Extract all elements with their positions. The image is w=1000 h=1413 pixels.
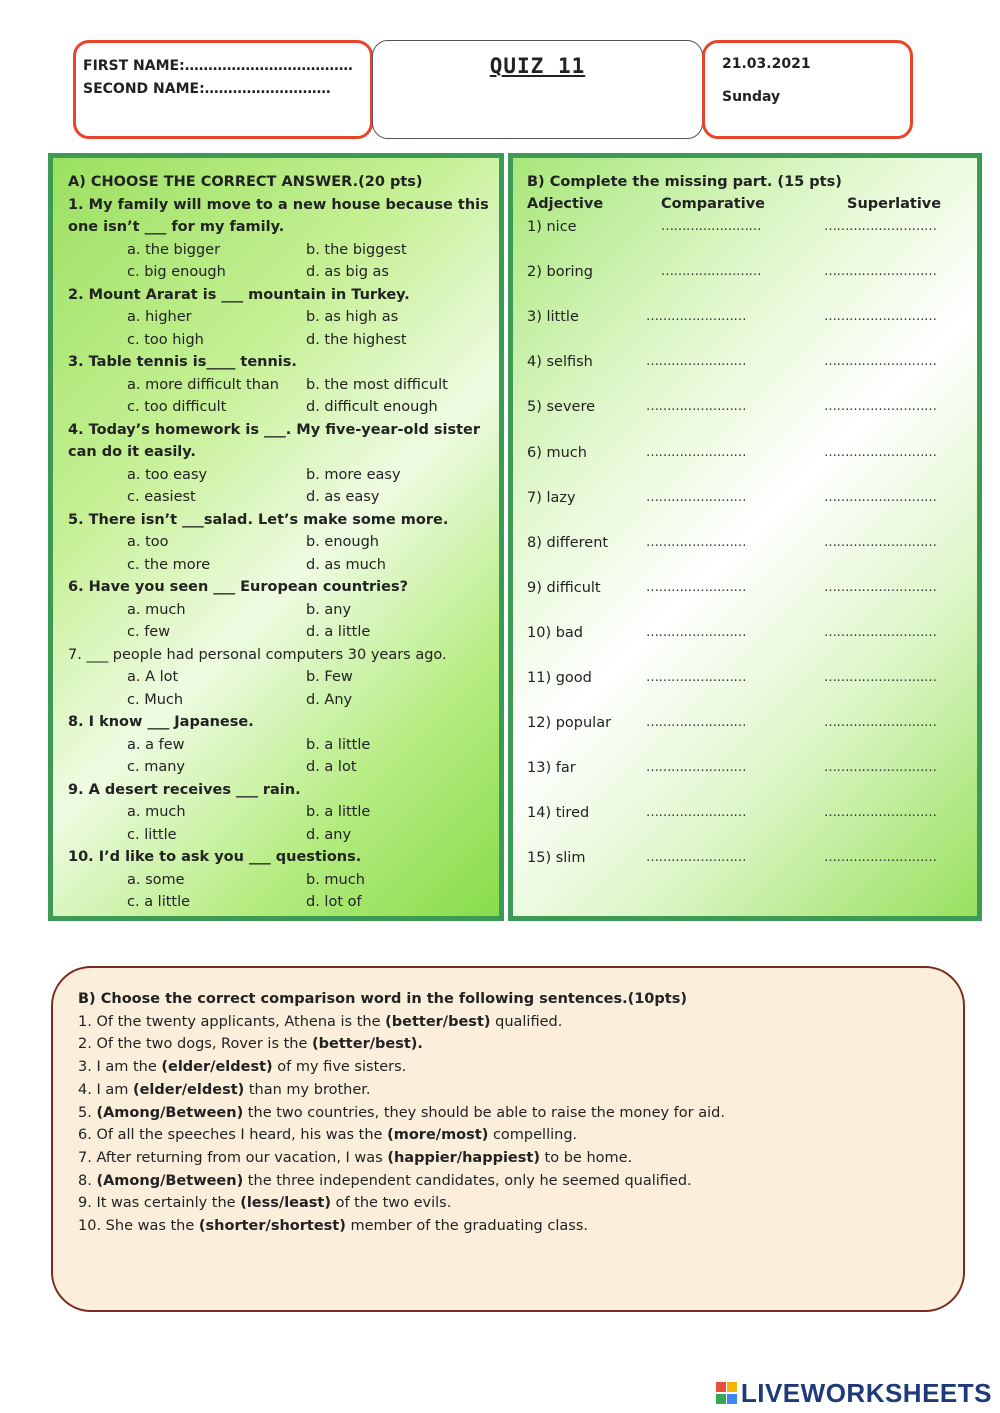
- sentence-text-before: 4. I am: [78, 1081, 133, 1098]
- question-text: 5. There isn’t ___salad. Let’s make some more.: [68, 511, 449, 528]
- sentence-text-after: of the two evils.: [330, 1195, 452, 1212]
- answer-option[interactable]: a. much: [127, 601, 186, 618]
- answer-option[interactable]: b. a little: [306, 736, 371, 753]
- answer-option[interactable]: d. as much: [306, 556, 386, 573]
- sentence-item: [78, 1011, 963, 1034]
- answer-option[interactable]: d. the highest: [306, 331, 407, 348]
- logo-square: [727, 1394, 737, 1404]
- comparative-blank[interactable]: ……………………: [646, 579, 746, 595]
- sentence-item: [78, 1056, 963, 1079]
- sentence-text-before: 9. It was certainly the: [78, 1195, 241, 1212]
- question-text: 8. I know ___ Japanese.: [68, 714, 254, 730]
- section-c-heading: B) Choose the correct comparison word in the following sentences.(10pts): [78, 991, 687, 1007]
- adjective-item: 11) good: [527, 670, 592, 686]
- adjective-item: 5) severe: [527, 399, 596, 416]
- sentence-text-before: 8.: [78, 1172, 97, 1189]
- comparative-blank[interactable]: ……………………: [646, 489, 746, 505]
- superlative-blank[interactable]: ………………………: [824, 850, 937, 866]
- question-text: 2. Mount Ararat is ___ mountain in Turkey.: [68, 286, 410, 303]
- superlative-blank[interactable]: ………………………: [824, 219, 937, 234]
- sentence-text-before: 5.: [78, 1104, 97, 1121]
- sentence-text-after: the two countries, they should be able to raise the money for aid.: [243, 1104, 725, 1121]
- answer-option[interactable]: b. enough: [306, 534, 379, 550]
- superlative-blank[interactable]: ………………………: [824, 309, 937, 325]
- sentence-text-before: 6. Of all the speeches I heard, his was the: [78, 1127, 388, 1144]
- comparative-blank[interactable]: ……………………: [661, 264, 761, 280]
- answer-option[interactable]: a. the bigger: [127, 241, 221, 258]
- answer-option[interactable]: d. a lot: [306, 759, 357, 775]
- answer-option[interactable]: c. the more: [127, 556, 211, 573]
- adjective-item: 7) lazy: [527, 489, 576, 506]
- section-c-sentence-list: [78, 1011, 963, 1238]
- quiz-day: Sunday: [722, 89, 781, 105]
- answer-option[interactable]: c. many: [127, 759, 185, 775]
- sentence-item: [78, 1192, 963, 1215]
- section-a-multiple-choice: [48, 153, 504, 921]
- answer-option[interactable]: a. higher: [127, 309, 192, 325]
- comparative-blank[interactable]: ……………………: [646, 670, 746, 685]
- sentence-text-before: 2. Of the two dogs, Rover is the: [78, 1036, 313, 1053]
- answer-option[interactable]: c. a little: [127, 894, 191, 910]
- superlative-blank[interactable]: ………………………: [824, 264, 937, 280]
- choice-options[interactable]: (more/most): [387, 1127, 489, 1144]
- quiz-date: 21.03.2021: [722, 56, 811, 72]
- superlative-blank[interactable]: ………………………: [824, 624, 937, 640]
- sentence-item: [78, 1170, 963, 1193]
- adjective-item: 1) nice: [527, 219, 577, 235]
- adjective-item: 12) popular: [527, 715, 612, 732]
- sentence-text-before: 7. After returning from our vacation, I was: [78, 1149, 388, 1166]
- answer-option[interactable]: b. the most difficult: [306, 376, 448, 393]
- choice-options[interactable]: (Among/Between): [96, 1104, 244, 1121]
- choice-options[interactable]: (better/best).: [312, 1036, 423, 1053]
- answer-option[interactable]: b. Few: [306, 669, 353, 685]
- adjective-item: 2) boring: [527, 264, 593, 281]
- answer-option[interactable]: c. easiest: [127, 489, 196, 505]
- column-comparative: Comparative: [661, 196, 765, 212]
- sentence-text-after: to be home.: [539, 1149, 633, 1166]
- answer-option[interactable]: a. a few: [127, 736, 185, 753]
- comparative-blank[interactable]: ……………………: [646, 715, 746, 731]
- title-box: [372, 40, 703, 139]
- answer-option[interactable]: b. more easy: [306, 466, 401, 483]
- answer-option[interactable]: c. Much: [127, 691, 184, 708]
- answer-option[interactable]: d. any: [306, 826, 352, 843]
- sentence-text-before: 1. Of the twenty applicants, Athena is the: [78, 1013, 386, 1030]
- question-text: 3. Table tennis is____ tennis.: [68, 354, 297, 370]
- question-text: can do it easily.: [68, 444, 196, 460]
- choice-options[interactable]: (elder/eldest): [132, 1081, 245, 1098]
- choice-options[interactable]: (less/least): [240, 1195, 331, 1212]
- second-name-field[interactable]: SECOND NAME:………………………: [83, 81, 331, 97]
- question-text: 9. A desert receives ___ rain.: [68, 781, 301, 798]
- answer-option[interactable]: b. a little: [306, 804, 371, 820]
- question-text: 7. ___ people had personal computers 30 years ago.: [68, 646, 447, 663]
- comparative-blank[interactable]: ……………………: [646, 354, 746, 370]
- sentence-item: [78, 1147, 963, 1170]
- answer-option[interactable]: d. Any: [306, 691, 353, 708]
- question-text: 10. I’d like to ask you ___ questions.: [68, 849, 362, 865]
- sentence-item: [78, 1079, 963, 1102]
- superlative-blank[interactable]: ………………………: [824, 354, 937, 370]
- superlative-blank[interactable]: ………………………: [824, 534, 937, 550]
- brand-text: LIVEWORKSHEETS: [740, 1377, 992, 1408]
- choice-options[interactable]: (better/best): [385, 1013, 491, 1030]
- column-adjective: Adjective: [527, 196, 604, 212]
- answer-option[interactable]: a. too easy: [127, 466, 208, 483]
- adjective-item: 3) little: [527, 309, 579, 326]
- answer-option[interactable]: c. few: [127, 624, 171, 640]
- comparative-blank[interactable]: ……………………: [646, 534, 746, 550]
- sentence-text-after: compelling.: [488, 1127, 578, 1144]
- answer-option[interactable]: c. little: [127, 826, 177, 843]
- sentence-text-after: than my brother.: [244, 1081, 371, 1098]
- answer-option[interactable]: a. more difficult than: [127, 376, 279, 393]
- logo-square: [716, 1382, 726, 1392]
- superlative-blank[interactable]: ………………………: [824, 399, 937, 415]
- adjective-item: 15) slim: [527, 850, 586, 867]
- superlative-blank[interactable]: ………………………: [824, 489, 937, 505]
- choice-options[interactable]: (happier/happiest): [387, 1149, 540, 1166]
- choice-options[interactable]: (elder/eldest): [161, 1059, 273, 1076]
- answer-option[interactable]: c. too difficult: [127, 399, 227, 415]
- question-text: one isn’t ___ for my family.: [68, 219, 285, 235]
- answer-option[interactable]: d. a little: [306, 624, 371, 640]
- liveworksheets-logo-icon: [716, 1382, 738, 1404]
- column-superlative: Superlative: [847, 196, 942, 212]
- quiz-title: QUIZ 11: [489, 54, 586, 78]
- sentence-text-after: of my five sisters.: [272, 1059, 407, 1076]
- choice-options[interactable]: (Among/Between): [96, 1172, 244, 1189]
- sentence-item: [78, 1102, 963, 1125]
- logo-square: [727, 1382, 737, 1392]
- adjective-item: 14) tired: [527, 805, 590, 822]
- sentence-text-before: 3. I am the: [78, 1059, 162, 1076]
- superlative-blank[interactable]: ………………………: [824, 805, 937, 821]
- date-box: [702, 40, 913, 139]
- adjective-item: 10) bad: [527, 624, 584, 641]
- answer-option[interactable]: a. A lot: [127, 669, 179, 685]
- sentence-item: [78, 1215, 963, 1238]
- sentence-text-after: member of the graduating class.: [345, 1218, 588, 1235]
- answer-option[interactable]: c. big enough: [127, 264, 226, 280]
- first-name-field[interactable]: FIRST NAME:………………………………: [83, 58, 353, 74]
- question-text: 1. My family will move to a new house because this: [68, 196, 489, 213]
- answer-option[interactable]: b. much: [306, 871, 365, 888]
- sentence-text-before: 10. She was the: [78, 1218, 199, 1235]
- answer-option[interactable]: c. too high: [127, 331, 204, 348]
- superlative-blank[interactable]: ………………………: [824, 444, 937, 460]
- choice-options[interactable]: (shorter/shortest): [198, 1218, 346, 1235]
- answer-option[interactable]: a. too: [127, 534, 169, 550]
- answer-option[interactable]: d. difficult enough: [306, 399, 438, 415]
- section-b-heading: B) Complete the missing part. (15 pts): [527, 174, 842, 190]
- question-text: 4. Today’s homework is ___. My five-year-old sister: [68, 421, 481, 438]
- superlative-blank[interactable]: ………………………: [824, 760, 937, 776]
- section-c-comparison-words: [51, 966, 965, 1312]
- comparative-blank[interactable]: ……………………: [646, 399, 746, 415]
- comparative-blank[interactable]: ……………………: [646, 624, 746, 640]
- sentence-item: [78, 1033, 963, 1056]
- adjective-item: 13) far: [527, 760, 576, 777]
- answer-option[interactable]: a. some: [127, 871, 185, 888]
- answer-option[interactable]: d. lot of: [306, 894, 362, 910]
- answer-option[interactable]: b. as high as: [306, 309, 399, 325]
- liveworksheets-brand: [716, 1378, 992, 1408]
- superlative-blank[interactable]: ………………………: [824, 670, 937, 685]
- answer-option[interactable]: b. the biggest: [306, 241, 407, 258]
- comparative-blank[interactable]: ……………………: [646, 805, 746, 821]
- adjective-item: 9) difficult: [527, 579, 601, 596]
- answer-option[interactable]: a. much: [127, 804, 186, 820]
- logo-square: [716, 1394, 726, 1404]
- name-box: [73, 40, 373, 139]
- comparative-blank[interactable]: ……………………: [646, 309, 746, 325]
- superlative-blank[interactable]: ………………………: [824, 715, 937, 731]
- answer-option[interactable]: b. any: [306, 601, 352, 618]
- comparative-blank[interactable]: ……………………: [661, 219, 761, 234]
- comparative-blank[interactable]: ……………………: [646, 444, 746, 460]
- adjective-item: 8) different: [527, 534, 609, 551]
- comparative-blank[interactable]: ……………………: [646, 850, 746, 866]
- question-text: 6. Have you seen ___ European countries?: [68, 579, 408, 595]
- answer-option[interactable]: d. as big as: [306, 264, 389, 280]
- adjective-item: 4) selfish: [527, 354, 593, 371]
- section-b-comparatives: [508, 153, 982, 921]
- sentence-text-after: the three independent candidates, only he seemed qualified.: [243, 1172, 692, 1189]
- superlative-blank[interactable]: ………………………: [824, 579, 937, 595]
- sentence-item: [78, 1124, 963, 1147]
- sentence-text-after: qualified.: [490, 1013, 563, 1030]
- adjective-item: 6) much: [527, 444, 587, 461]
- answer-option[interactable]: d. as easy: [306, 489, 380, 505]
- comparative-blank[interactable]: ……………………: [646, 760, 746, 776]
- section-a-heading: A) CHOOSE THE CORRECT ANSWER.(20 pts): [68, 174, 423, 190]
